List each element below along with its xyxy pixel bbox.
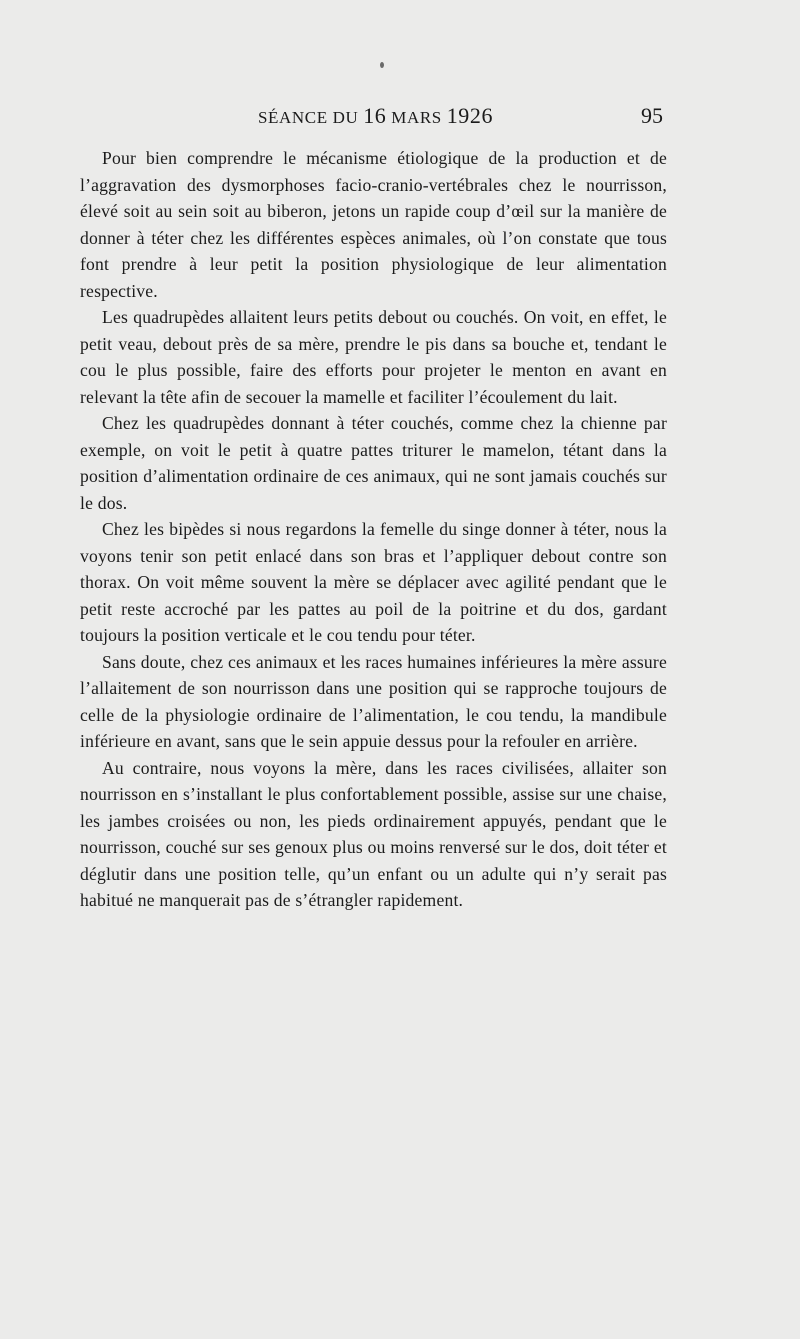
paragraph: Chez les quadrupèdes donnant à téter couchés, comme chez la chienne par exemple, on voit le petit à quatre pattes triturer le mamelon, tétant dans la position d’alimentation ordinaire de ces animaux, qui ne sont jamais couchés sur le dos.: [80, 413, 667, 513]
running-title-prefix: SÉANCE DU: [258, 108, 359, 127]
running-title-year: 1926: [446, 103, 494, 128]
paragraph: Les quadrupèdes allaitent leurs petits debout ou couchés. On voit, en effet, le petit veau, debout près de sa mère, prendre le pis dans sa bouche et, tendant le cou le plus possible, faire des efforts pour projeter le menton en avant en relevant la tête afin de secouer la mamelle et faciliter l’écoulement du lait.: [80, 307, 667, 407]
paragraph: Au contraire, nous voyons la mère, dans les races civilisées, allaiter son nourrisson en s’installant le plus confortablement possible, assise sur une chaise, les jambes croisées ou non, les pieds ordinairement appuyés, pendant que le nourrisson, couché sur ses genoux plus ou moins renversé sur le dos, doit téter et déglutir dans une position telle, qu’un enfant ou un adulte qui n’y serait pas habitué ne manquerait pas de s’étrangler rapidement.: [80, 757, 667, 910]
paragraph: Chez les bipèdes si nous regardons la femelle du singe donner à téter, nous la voyons tenir son petit enlacé dans son bras et l’appliquer debout contre son thorax. On voit même souvent la mère se déplacer avec agilité pendant que le petit reste accroché par les pattes au poil de la poitrine et du dos, gardant toujours la position verticale et le cou tendu pour téter.: [80, 519, 667, 645]
paragraph: Sans doute, chez ces animaux et les races humaines inférieures la mère assure l’allaitement de son nourrisson dans une position qui se rapproche toujours de celle de la physiologie ordinaire de l’alimentation, le cou tendu, la mandibule inférieure en avant, sans que le sein appuie dessus pour la refouler en arrière.: [80, 651, 667, 751]
running-title-month: MARS: [391, 108, 442, 127]
body-text: [80, 145, 667, 914]
page-header: [0, 103, 800, 135]
running-title: [258, 103, 493, 129]
running-title-day: 16: [363, 103, 387, 128]
ink-speck: [380, 62, 384, 68]
page-number: 95: [641, 103, 663, 128]
paragraph: Pour bien comprendre le mécanisme étiologique de la production et de l’aggravation des dysmorphoses facio-cranio-vertébrales chez le nourrisson, élevé soit au sein soit au biberon, jetons un rapide coup d’œil sur la manière de donner à téter chez les différentes espèces animales, où l’on constate que tous font prendre à leur petit la position physiologique de leur alimentation respective.: [80, 148, 667, 301]
